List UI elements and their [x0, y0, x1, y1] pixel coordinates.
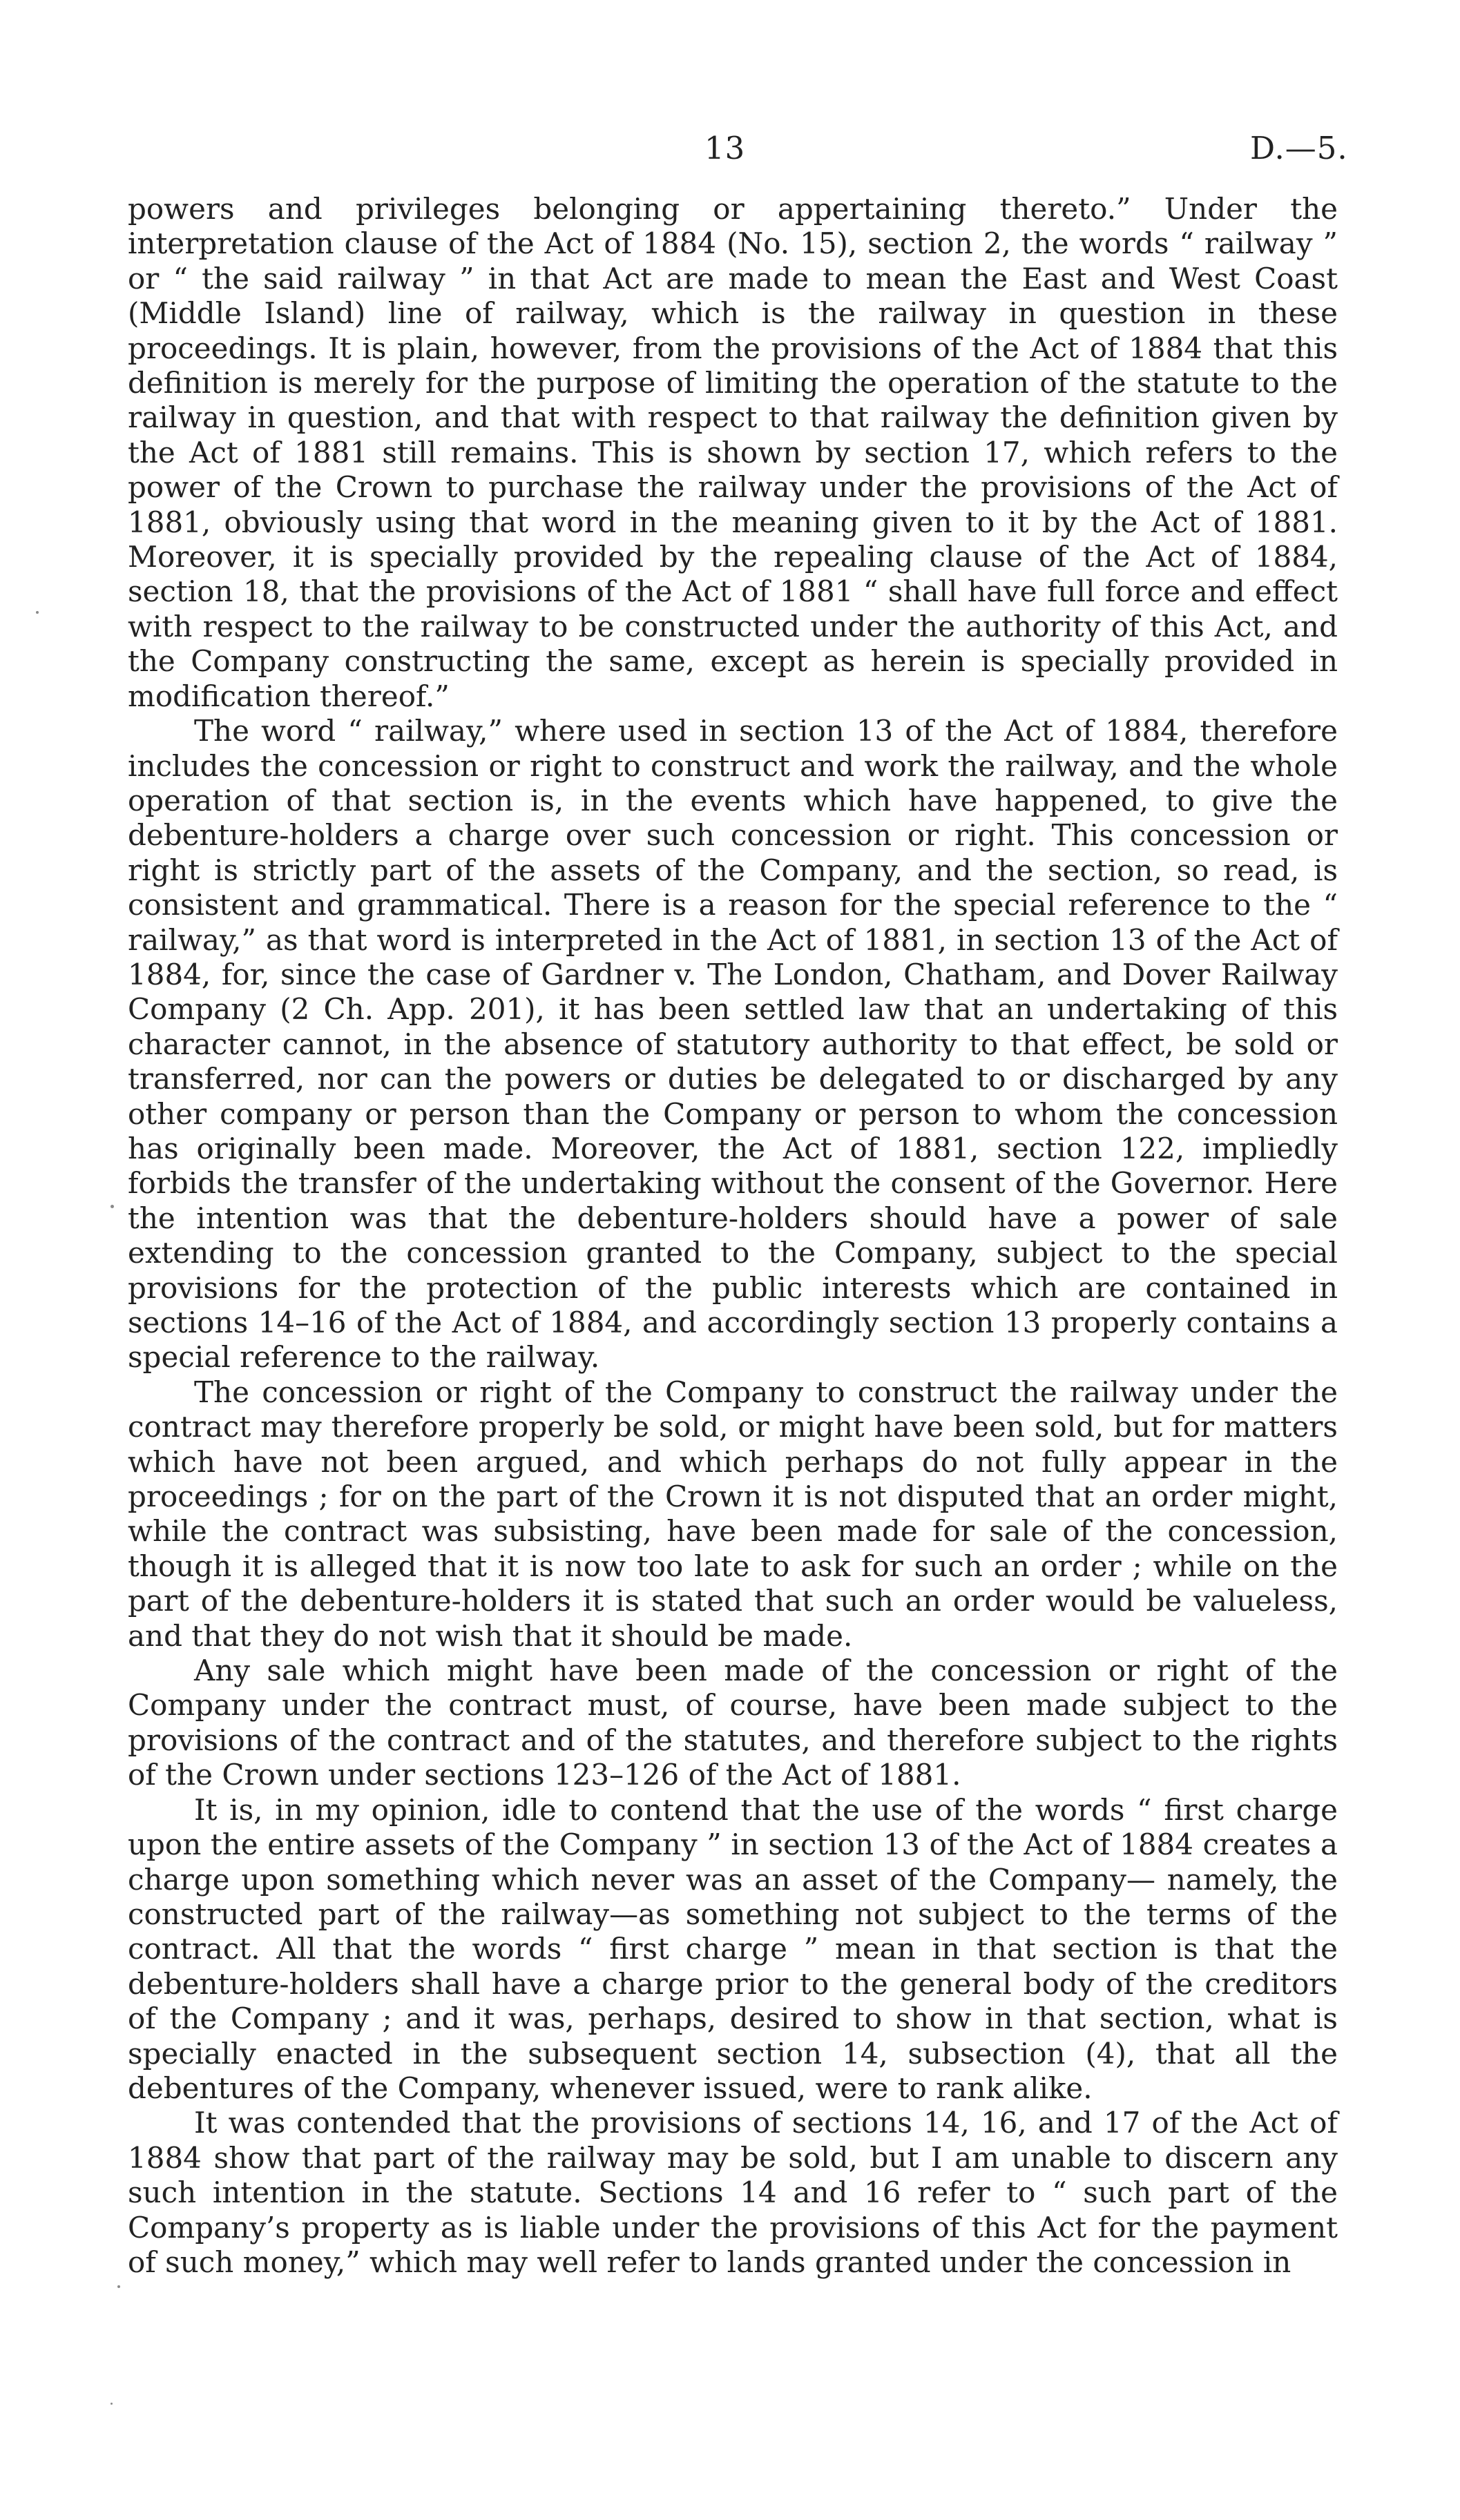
scan-speck [111, 1205, 114, 1208]
scan-speck [117, 2285, 120, 2288]
paragraph: The concession or right of the Company to construct the railway under the contract may therefore properly be sold, or might have been sold, but for matters which have not been argued, and which perhaps do not fully appear in the proceedings ; for on the part of the Crown it is not disputed that an order might, while the contract was subsisting, have been made for sale of the concession, though it is alleged that it is now too late to ask for such an order ; while on the part of the debenture-holders it is stated that such an order would be valueless, and that they do not wish that it should be made. [128, 1375, 1338, 1653]
body-text [128, 192, 1338, 2280]
paragraph: It is, in my opinion, idle to contend that the use of the words “ first charge upon the entire assets of the Company ” in section 13 of the Act of 1884 creates a charge upon something which never was an asset of the Company— namely, the constructed part of the railway—as something not subject to the terms of the contract. All that the words “ first charge ” mean in that section is that the debenture-holders shall have a charge prior to the general body of the creditors of the Company ; and it was, perhaps, desired to show in that section, what is specially enacted in the subsequent section 14, subsection (4), that all the debentures of the Company, whenever issued, were to rank alike. [128, 1792, 1338, 2105]
scan-speck [111, 2403, 113, 2405]
paragraph: The word “ railway,” where used in section 13 of the Act of 1884, therefore includes the concession or right to construct and work the railway, and the whole operation of that section is, in the events which have happened, to give the debenture-holders a charge over such concession or right. This concession or right is strictly part of the assets of the Company, and the section, so read, is consistent and grammatical. There is a reason for the special reference to the “ railway,” as that word is interpreted in the Act of 1881, in section 13 of the Act of 1884, for, since the case of Gardner v. The London, Chatham, and Dover Railway Company (2 Ch. App. 201), it has been settled law that an undertaking of this character cannot, in the absence of statutory authority to that effect, be sold or transferred, nor can the powers or duties be delegated to or discharged by any other company or person than the Company or person to whom the concession has originally been made. Moreover, the Act of 1881, section 122, impliedly forbids the transfer of the undertaking without the consent of the Governor. Here the intention was that the debenture-holders should have a power of sale extending to the concession granted to the Company, subject to the special provisions for the protection of the public interests which are contained in sections 14–16 of the Act of 1884, and accordingly section 13 properly contains a special reference to the railway. [128, 714, 1338, 1375]
paragraph-continued: powers and privileges belonging or appertaining thereto.” Under the interpretation clause of the Act of 1884 (No. 15), section 2, the words “ railway ” or “ the said railway ” in that Act are made to mean the East and West Coast (Middle Island) line of railway, which is the railway in question in these proceedings. It is plain, however, from the provisions of the Act of 1884 that this definition is merely for the purpose of limiting the operation of the statute to the railway in question, and that with respect to that railway the definition given by the Act of 1881 still remains. This is shown by section 17, which refers to the power of the Crown to purchase the railway under the provisions of the Act of 1881, obviously using that word in the meaning given to it by the Act of 1881. Moreover, it is specially provided by the repealing clause of the Act of 1884, section 18, that the provisions of the Act of 1881 “ shall have full force and effect with respect to the railway to be constructed under the authority of this Act, and the Company constructing the same, except as herein is specially provided in modification thereof.” [128, 192, 1338, 713]
page-number: 13 [704, 130, 746, 166]
paragraph: It was contended that the provisions of sections 14, 16, and 17 of the Act of 1884 show that part of the railway may be sold, but I am unable to discern any such intention in the statute. Sections 14 and 16 refer to “ such part of the Company’s property as is liable under the provisions of this Act for the payment of such money,” which may well refer to lands granted under the concession in [128, 2106, 1338, 2279]
paragraph: Any sale which might have been made of the concession or right of the Company under the contract must, of course, have been made subject to the provisions of the contract and of the statutes, and therefore subject to the rights of the Crown under sections 123–126 of the Act of 1881. [128, 1654, 1338, 1792]
document-reference: D.—5. [1250, 130, 1348, 166]
scan-speck [36, 611, 39, 614]
